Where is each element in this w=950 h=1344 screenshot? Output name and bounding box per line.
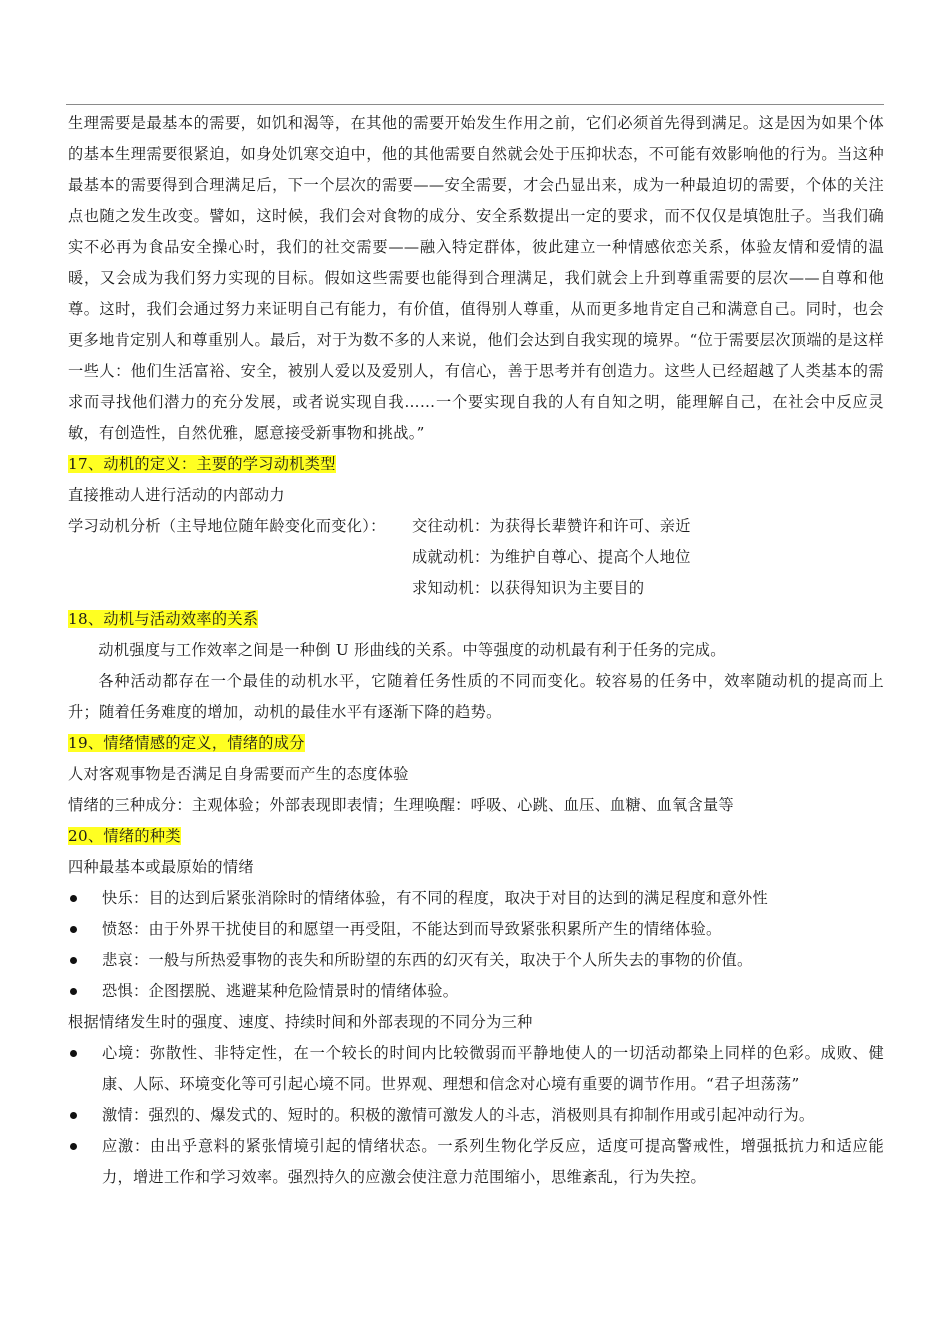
section-20-heading-text: 20、情绪的种类 [68, 827, 181, 845]
bullet-icon [70, 1112, 77, 1119]
list-item: 快乐：目的达到后紧张消除时的情绪体验，有不同的程度，取决于对目的达到的满足程度和意外性 [68, 883, 884, 914]
header-rule [66, 104, 884, 105]
section-18-heading [68, 604, 884, 635]
list-item: 激情：强烈的、爆发式的、短时的。积极的激情可激发人的斗志，消极则具有抑制作用或引起冲动行为。 [68, 1100, 884, 1131]
section-19-heading-text: 19、情绪情感的定义，情绪的成分 [68, 734, 305, 752]
emotion-definition: 人对客观事物是否满足自身需要而产生的态度体验 [68, 765, 409, 783]
emotion-states-list [68, 1038, 884, 1193]
list-item: 恐惧：企图摆脱、逃避某种危险情景时的情绪体验。 [68, 976, 884, 1007]
bullet-icon [70, 895, 77, 902]
motive-type-row [68, 511, 884, 542]
motive-analysis-lead: 学习动机分析（主导地位随年龄变化而变化）： [68, 517, 386, 535]
document-body [68, 108, 884, 1193]
basic-emotions-intro: 四种最基本或最原始的情绪 [68, 858, 254, 876]
motive-type-row [68, 573, 884, 604]
bullet-icon [70, 1143, 77, 1150]
bullet-icon [70, 957, 77, 964]
list-item: 心境：弥散性、非特定性，在一个较长的时间内比较微弱而平静地使人的一切活动都染上同样的色彩。成败、健康、人际、环境变化等可引起心境不同。世界观、理想和信念对心境有重要的调节作用。“君子坦荡荡” [68, 1038, 884, 1100]
motive-type-item: 交往动机：为获得长辈赞许和许可、亲近 [412, 517, 691, 535]
list-item: 应激：由出乎意料的紧张情境引起的情绪状态。一系列生物化学反应，适度可提高警戒性，增强抵抗力和适应能力，增进工作和学习效率。强烈持久的应激会使注意力范围缩小，思维紊乱，行为失控。 [68, 1131, 884, 1193]
bullet-icon [70, 1050, 77, 1057]
efficiency-paragraph-1: 动机强度与工作效率之间是一种倒 U 形曲线的关系。中等强度的动机最有利于任务的完成。 [98, 641, 726, 659]
intro-paragraph: 生理需要是最基本的需要，如饥和渴等，在其他的需要开始发生作用之前，它们必须首先得到满足。这是因为如果个体的基本生理需要很紧迫，如身处饥寒交迫中，他的其他需要自然就会处于压抑状态，不可能有效影响他的行为。当这种最基本的需要得到合理满足后，下一个层次的需要——安全需要，才会凸显出来，成为一种最迫切的需要，个体的关注点也随之发生改变。譬如，这时候，我们会对食物的成分、安全系数提出一定的要求，而不仅仅是填饱肚子。当我们确实不必再为食品安全操心时，我们的社交需要——融入特定群体，彼此建立一种情感依恋关系，体验友情和爱情的温暖，又会成为我们努力实现的目标。假如这些需要也能得到合理满足，我们就会上升到尊重需要的层次——自尊和他尊。这时，我们会通过努力来证明自己有能力，有价值，值得别人尊重，从而更多地肯定自己和满意自己。同时，也会更多地肯定别人和尊重别人。最后，对于为数不多的人来说，他们会达到自我实现的境界。“位于需要层次顶端的是这样一些人：他们生活富裕、安全，被别人爱以及爱别人，有信心，善于思考并有创造力。这些人已经超越了人类基本的需求而寻找他们潜力的充分发展，或者说实现自我……一个要实现自我的人有自知之明，能理解自己，在社会中反应灵敏，有创造性，自然优雅，愿意接受新事物和挑战。” [68, 114, 884, 442]
bullet-icon [70, 988, 77, 995]
list-item: 愤怒：由于外界干扰使目的和愿望一再受阻，不能达到而导致紧张积累所产生的情绪体验。 [68, 914, 884, 945]
emotion-states-intro: 根据情绪发生时的强度、速度、持续时间和外部表现的不同分为三种 [68, 1013, 533, 1031]
basic-emotions-list [68, 883, 884, 1007]
motive-definition: 直接推动人进行活动的内部动力 [68, 486, 285, 504]
section-17-heading [68, 449, 884, 480]
section-20-heading [68, 821, 884, 852]
list-item: 悲哀：一般与所热爱事物的丧失和所盼望的东西的幻灭有关，取决于个人所失去的事物的价值。 [68, 945, 884, 976]
section-17-heading-text: 17、动机的定义：主要的学习动机类型 [68, 455, 336, 473]
section-19-heading [68, 728, 884, 759]
motive-type-row [68, 542, 884, 573]
bullet-icon [70, 926, 77, 933]
emotion-components: 情绪的三种成分：主观体验；外部表现即表情；生理唤醒：呼吸、心跳、血压、血糖、血氧含量等 [68, 796, 734, 814]
motive-type-item: 成就动机：为维护自尊心、提高个人地位 [412, 548, 691, 566]
motive-type-item: 求知动机：以获得知识为主要目的 [412, 579, 645, 597]
section-18-heading-text: 18、动机与活动效率的关系 [68, 610, 259, 628]
efficiency-paragraph-2: 各种活动都存在一个最佳的动机水平，它随着任务性质的不同而变化。较容易的任务中，效率随动机的提高而上升；随着任务难度的增加，动机的最佳水平有逐渐下降的趋势。 [68, 672, 884, 721]
